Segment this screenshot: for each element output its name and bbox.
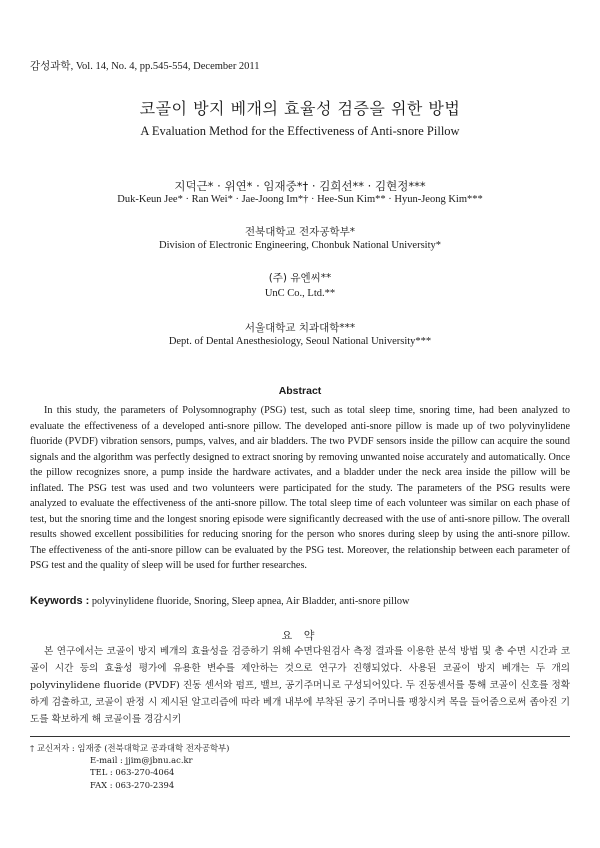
authors-korean: 지덕근* · 위연* · 임재중*† · 김희선** · 김현정*** xyxy=(174,179,426,193)
footnote-divider xyxy=(30,736,570,737)
abstract-heading: Abstract xyxy=(278,385,322,397)
journal-citation: 감성과학, Vol. 14, No. 4, pp.545-554, December 2011 xyxy=(30,61,260,72)
footnote-email: E-mail : jjim@jbnu.ac.kr xyxy=(90,755,193,766)
footnote-fax: FAX : 063-270-2394 xyxy=(90,779,175,790)
affiliation-3-korean: 서울대학교 치과대학*** xyxy=(244,322,356,334)
keywords-line xyxy=(30,595,409,607)
affiliation-1-korean: 전북대학교 전자공학부* xyxy=(244,226,356,238)
footnote-tel: TEL : 063-270-4064 xyxy=(90,767,175,778)
authors-english: Duk-Keun Jee* · Ran Wei* · Jae-Joong Im*† · Hee-Sun Kim** · Hyun-Jeong Kim*** xyxy=(117,194,483,205)
footnote-author: † 교신저자 : 임재중 (전북대학교 공과대학 전자공학부) xyxy=(30,743,230,753)
keywords-text: polyvinylidene fluoride, Snoring, Sleep apnea, Air Bladder, anti-snore pillow xyxy=(89,596,410,607)
affiliation-3-english: Dept. of Dental Anesthesiology, Seoul National University*** xyxy=(168,336,432,347)
korean-summary-text: 본 연구에서는 코골이 방지 베개의 효율성을 검증하기 위해 수면다원검사 측정 결과를 이용한 분석 방법 및 총 수면 시간과 코골이 시간 등의 효율성 평가에 유용한 변수를 제안하는 것으로 연구가 진행되었다. 사용된 코골이 방지 베개는 두 개의 polyvinylidene fluoride (PVDF) 진동 센서와 펌프, 밸브, 공기주머니로 구성되어있다. 두 진동센서를 통해 코골이 신호를 정확하게 검출하고, 코골이 판정 시 제시된 알고리즘에 따라 베개 내부에 부착된 공기 주머니를 팽창시켜 목을 들어줌으로써 좁아진 기도를 확보하게 해 코골이를 경감시키 xyxy=(30,646,570,726)
corresponding-author-footnote xyxy=(30,742,229,791)
korean-summary-heading: 요 약 xyxy=(281,629,319,642)
keywords-label: Keywords : xyxy=(30,595,90,607)
abstract-text: In this study, the parameters of Polysomnography (PSG) test, such as total sleep time, snoring time, had been analyzed to evaluate the effectiveness of a developed anti-snore pillow. The developed anti-snore pillow is made up of two polyvinylidene fluoride (PVDF) vibration sensors, pumps, valves, and air bladders. The two PVDF sensors inside the pillow can acquire the sound signals and the algorithm was perfectly designed to extract snoring by removing unwanted noise accurately and automatically. Once the pillow recognizes snore, a pump inside the hardware activates, and a bladder under the neck area inside the pillow will be inflated. The PSG test was used and two volunteers were participated for the study. The parameters of the PSG results were analyzed to evaluate the effectiveness of the anti-snore pillow. The total sleep time of each volunteer was similar on each phase of test, but the snoring time and the longest snoring episode were significantly decreased with the use of anti-snore pillow. The overall results showed excellent possibilities for reducing snoring for the person who snores during sleep by using the anti-snore pillow. The effectiveness of the anti-snore pillow can be evaluated by the PSG test. Moreover, the relationship between each parameter of PSG test and the quality of sleep will be used for further researches. xyxy=(30,405,570,572)
affiliation-2-korean: (주) 유엔씨** xyxy=(268,272,332,284)
title-korean: 코골이 방지 베개의 효율성 검증을 위한 방법 xyxy=(139,99,461,118)
affiliation-1-english: Division of Electronic Engineering, Chonbuk National University* xyxy=(159,240,441,251)
affiliation-2-english: UnC Co., Ltd.** xyxy=(264,288,336,299)
title-english: A Evaluation Method for the Effectiveness of Anti-snore Pillow xyxy=(140,124,460,138)
